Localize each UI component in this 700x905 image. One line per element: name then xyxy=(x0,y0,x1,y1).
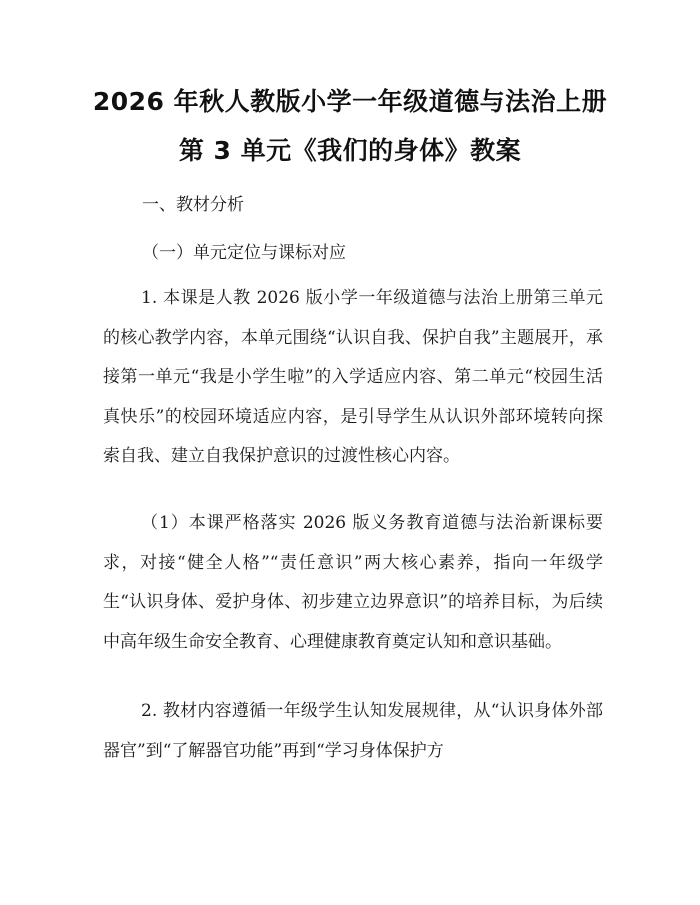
paragraph-3: 2. 教材内容遵循一年级学生认知发展规律，从“认识身体外部器官”到“了解器官功能”再到“学习身体保护方 xyxy=(103,701,603,761)
paragraph-1: 1. 本课是人教 2026 版小学一年级道德与法治上册第三单元的核心教学内容，本单元围绕“认识自我、保护自我”主题展开，承接第一单元“我是小学生啦”的入学适应内容、第二单元“校园生活真快乐”的校园环境适应内容，是引导学生从认识外部环境转向探索自我、建立自我保护意识的过渡性核心内容。 xyxy=(103,288,603,466)
section-heading: 一、教材分析 xyxy=(142,195,244,215)
subsection-heading: （一）单元定位与课标对应 xyxy=(142,243,346,263)
document-title-line-1: 2026 年秋人教版小学一年级道德与法治上册 xyxy=(92,87,608,116)
document-title-line-2: 第 3 单元《我们的身体》教案 xyxy=(178,136,522,165)
paragraph-2: （1）本课严格落实 2026 版义务教育道德与法治新课标要求，对接“健全人格”“责任意识”两大核心素养，指向一年级学生“认识身体、爱护身体、初步建立边界意识”的培养目标，为后续中高年级生命安全教育、心理健康教育奠定认知和意识基础。 xyxy=(103,513,603,652)
